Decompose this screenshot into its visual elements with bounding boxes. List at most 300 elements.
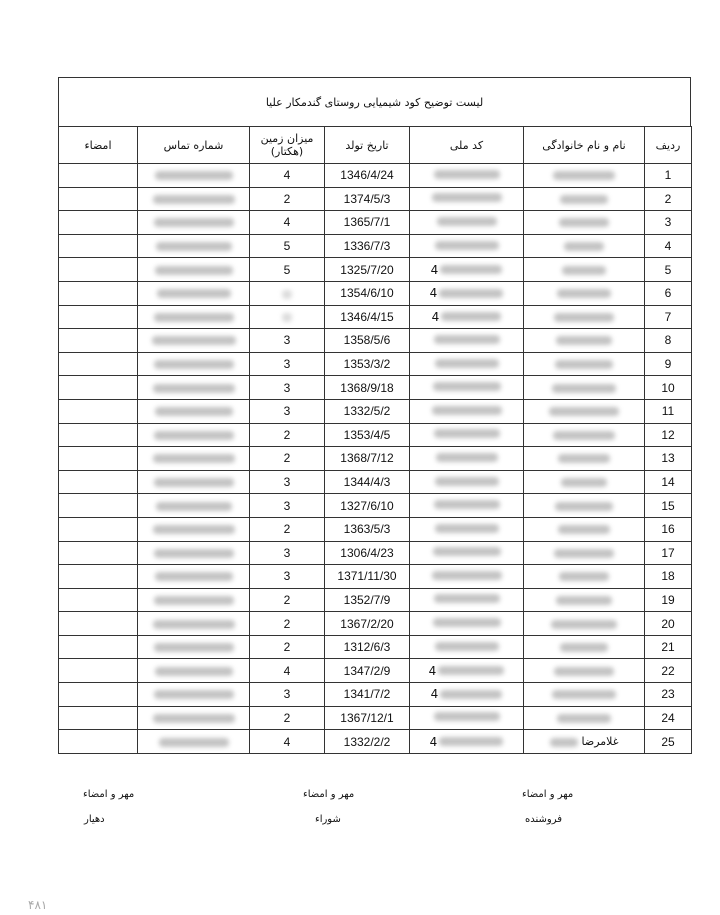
birth-date-cell: 1353/4/5 bbox=[325, 423, 410, 447]
redacted-phone bbox=[155, 667, 233, 676]
row-number: 15 bbox=[645, 494, 692, 518]
redacted-phone bbox=[153, 714, 235, 723]
redacted-phone bbox=[154, 596, 234, 605]
page-number: ۴۸۱ bbox=[28, 898, 48, 912]
row-number: 18 bbox=[645, 565, 692, 589]
land-size-cell: 3 bbox=[250, 565, 325, 589]
redacted-phone bbox=[159, 738, 229, 747]
redacted-name bbox=[557, 289, 611, 298]
land-size-cell: 2 bbox=[250, 706, 325, 730]
name-visible-text: غلامرضا bbox=[581, 735, 619, 749]
redacted-national-code bbox=[440, 265, 502, 274]
row-number: 11 bbox=[645, 399, 692, 423]
table-row bbox=[59, 329, 692, 353]
redacted-name bbox=[553, 171, 615, 180]
birth-date-cell: 1367/12/1 bbox=[325, 706, 410, 730]
code-prefix-digit: 4 bbox=[429, 286, 438, 301]
redacted-national-code bbox=[433, 547, 501, 556]
redacted-name bbox=[549, 407, 619, 416]
row-number: 13 bbox=[645, 447, 692, 471]
signature-cell[interactable] bbox=[59, 683, 138, 707]
signature-cell[interactable] bbox=[59, 187, 138, 211]
phone-cell bbox=[138, 211, 250, 235]
land-size-cell: 4 bbox=[250, 659, 325, 683]
row-number: 12 bbox=[645, 423, 692, 447]
redacted-name bbox=[555, 360, 613, 369]
col-header-land-line2: (هکتار) bbox=[270, 145, 304, 158]
code-prefix-digit: 4 bbox=[430, 687, 439, 702]
table-row bbox=[59, 164, 692, 188]
farmers-table bbox=[58, 126, 692, 754]
redacted-name bbox=[559, 572, 609, 581]
signature-cell[interactable] bbox=[59, 211, 138, 235]
name-cell bbox=[524, 164, 645, 188]
name-cell bbox=[524, 399, 645, 423]
table-row bbox=[59, 659, 692, 683]
phone-cell bbox=[138, 517, 250, 541]
redacted-phone bbox=[156, 242, 232, 251]
phone-cell bbox=[138, 612, 250, 636]
table-row bbox=[59, 281, 692, 305]
row-number: 25 bbox=[645, 730, 692, 754]
birth-date-cell: 1358/5/6 bbox=[325, 329, 410, 353]
name-cell bbox=[524, 447, 645, 471]
redacted-name bbox=[559, 218, 609, 227]
table-row bbox=[59, 517, 692, 541]
redacted-national-code bbox=[433, 618, 501, 627]
code-prefix-digit: 4 bbox=[428, 663, 437, 678]
redacted-name bbox=[552, 690, 616, 699]
redacted-national-code bbox=[435, 241, 499, 250]
birth-date-cell: 1353/3/2 bbox=[325, 352, 410, 376]
national-code-cell bbox=[410, 423, 524, 447]
land-size-cell: 4 bbox=[250, 211, 325, 235]
redacted-phone bbox=[152, 336, 236, 345]
signature-cell[interactable] bbox=[59, 635, 138, 659]
birth-date-cell: 1352/7/9 bbox=[325, 588, 410, 612]
redacted-name bbox=[558, 454, 610, 463]
dehyar-label: دهیار bbox=[84, 814, 105, 825]
land-size-cell: 3 bbox=[250, 352, 325, 376]
land-size-cell: 5 bbox=[250, 234, 325, 258]
redacted-land-size bbox=[282, 313, 292, 322]
signature-cell[interactable] bbox=[59, 305, 138, 329]
row-number: 9 bbox=[645, 352, 692, 376]
row-number: 16 bbox=[645, 517, 692, 541]
birth-date-cell: 1363/5/3 bbox=[325, 517, 410, 541]
redacted-name bbox=[562, 266, 606, 275]
row-number: 22 bbox=[645, 659, 692, 683]
row-number: 14 bbox=[645, 470, 692, 494]
table-row bbox=[59, 683, 692, 707]
redacted-phone bbox=[156, 502, 232, 511]
signature-cell[interactable] bbox=[59, 659, 138, 683]
name-cell bbox=[524, 234, 645, 258]
signature-cell[interactable] bbox=[59, 730, 138, 754]
redacted-phone bbox=[153, 384, 235, 393]
national-code-cell bbox=[410, 376, 524, 400]
table-header-row bbox=[59, 127, 692, 164]
row-number: 10 bbox=[645, 376, 692, 400]
phone-cell bbox=[138, 305, 250, 329]
row-number: 19 bbox=[645, 588, 692, 612]
national-code-cell bbox=[410, 659, 524, 683]
land-size-cell: 2 bbox=[250, 517, 325, 541]
phone-cell bbox=[138, 187, 250, 211]
redacted-national-code bbox=[434, 170, 500, 179]
national-code-cell bbox=[410, 541, 524, 565]
redacted-phone bbox=[155, 266, 233, 275]
name-cell bbox=[524, 612, 645, 636]
phone-cell bbox=[138, 541, 250, 565]
national-code-cell bbox=[410, 187, 524, 211]
redacted-national-code bbox=[440, 690, 502, 699]
phone-cell bbox=[138, 423, 250, 447]
land-size-cell: 3 bbox=[250, 683, 325, 707]
document-title bbox=[58, 77, 691, 126]
signature-cell[interactable] bbox=[59, 399, 138, 423]
signature-cell[interactable] bbox=[59, 517, 138, 541]
row-number: 7 bbox=[645, 305, 692, 329]
table-row bbox=[59, 211, 692, 235]
national-code-cell bbox=[410, 635, 524, 659]
redacted-phone bbox=[153, 454, 235, 463]
table-row bbox=[59, 494, 692, 518]
national-code-cell bbox=[410, 588, 524, 612]
table-row bbox=[59, 612, 692, 636]
redacted-name bbox=[556, 336, 612, 345]
row-number: 5 bbox=[645, 258, 692, 282]
redacted-name bbox=[564, 242, 604, 251]
redacted-phone bbox=[154, 690, 234, 699]
redacted-name bbox=[556, 596, 612, 605]
table-row bbox=[59, 258, 692, 282]
land-size-cell: 3 bbox=[250, 399, 325, 423]
signature-cell[interactable] bbox=[59, 329, 138, 353]
land-size-cell: 3 bbox=[250, 494, 325, 518]
fertilizer-list-sheet bbox=[58, 77, 691, 754]
phone-cell bbox=[138, 635, 250, 659]
redacted-name bbox=[554, 313, 614, 322]
row-number: 2 bbox=[645, 187, 692, 211]
redacted-phone bbox=[154, 478, 234, 487]
redacted-national-code bbox=[439, 289, 503, 298]
redacted-national-code bbox=[433, 382, 501, 391]
redacted-national-code bbox=[435, 477, 499, 486]
land-size-cell: 5 bbox=[250, 258, 325, 282]
national-code-cell bbox=[410, 258, 524, 282]
redacted-national-code bbox=[434, 335, 500, 344]
redacted-phone bbox=[157, 289, 231, 298]
national-code-cell bbox=[410, 234, 524, 258]
birth-date-cell: 1332/5/2 bbox=[325, 399, 410, 423]
national-code-cell bbox=[410, 730, 524, 754]
phone-cell bbox=[138, 470, 250, 494]
table-row bbox=[59, 423, 692, 447]
code-prefix-digit: 4 bbox=[431, 309, 440, 324]
national-code-cell bbox=[410, 281, 524, 305]
redacted-phone bbox=[154, 643, 234, 652]
redacted-national-code bbox=[435, 642, 499, 651]
table-row bbox=[59, 187, 692, 211]
phone-cell bbox=[138, 494, 250, 518]
birth-date-cell: 1347/2/9 bbox=[325, 659, 410, 683]
name-cell bbox=[524, 541, 645, 565]
name-cell bbox=[524, 258, 645, 282]
col-header-name: نام و نام خانوادگی bbox=[524, 127, 645, 164]
birth-date-cell: 1336/7/3 bbox=[325, 234, 410, 258]
signature-cell[interactable] bbox=[59, 706, 138, 730]
birth-date-cell: 1371/11/30 bbox=[325, 565, 410, 589]
redacted-name bbox=[551, 620, 617, 629]
council-label: شوراء bbox=[315, 814, 341, 825]
phone-cell bbox=[138, 683, 250, 707]
birth-date-cell: 1332/2/2 bbox=[325, 730, 410, 754]
table-row bbox=[59, 234, 692, 258]
row-number: 8 bbox=[645, 329, 692, 353]
birth-date-cell: 1354/6/10 bbox=[325, 281, 410, 305]
document-title-text: لیست توضیح کود شیمیایی روستای گندمکار علیا bbox=[265, 95, 484, 109]
name-cell bbox=[524, 376, 645, 400]
redacted-national-code bbox=[434, 500, 500, 509]
signature-cell[interactable] bbox=[59, 164, 138, 188]
phone-cell bbox=[138, 706, 250, 730]
redacted-national-code bbox=[432, 406, 502, 415]
redacted-phone bbox=[154, 313, 234, 322]
phone-cell bbox=[138, 447, 250, 471]
name-cell bbox=[524, 565, 645, 589]
redacted-phone bbox=[155, 407, 233, 416]
row-number: 3 bbox=[645, 211, 692, 235]
name-cell bbox=[524, 281, 645, 305]
signature-cell[interactable] bbox=[59, 612, 138, 636]
row-number: 1 bbox=[645, 164, 692, 188]
redacted-phone bbox=[155, 171, 233, 180]
phone-cell bbox=[138, 281, 250, 305]
birth-date-cell: 1365/7/1 bbox=[325, 211, 410, 235]
table-row bbox=[59, 706, 692, 730]
land-size-cell: 2 bbox=[250, 187, 325, 211]
name-cell bbox=[524, 494, 645, 518]
redacted-name bbox=[553, 431, 615, 440]
birth-date-cell: 1368/9/18 bbox=[325, 376, 410, 400]
code-prefix-digit: 4 bbox=[429, 734, 438, 749]
redacted-name bbox=[554, 667, 614, 676]
national-code-cell bbox=[410, 470, 524, 494]
row-number: 23 bbox=[645, 683, 692, 707]
redacted-national-code bbox=[436, 453, 498, 462]
signature-cell[interactable] bbox=[59, 234, 138, 258]
redacted-phone bbox=[153, 525, 235, 534]
seller-label: فروشنده bbox=[525, 814, 563, 825]
redacted-phone bbox=[154, 549, 234, 558]
redacted-national-code bbox=[434, 429, 500, 438]
phone-cell bbox=[138, 659, 250, 683]
phone-cell bbox=[138, 329, 250, 353]
redacted-name bbox=[555, 502, 613, 511]
signature-cell[interactable] bbox=[59, 258, 138, 282]
national-code-cell bbox=[410, 447, 524, 471]
redacted-national-code bbox=[441, 312, 501, 321]
birth-date-cell: 1374/5/3 bbox=[325, 187, 410, 211]
birth-date-cell: 1344/4/3 bbox=[325, 470, 410, 494]
national-code-cell bbox=[410, 517, 524, 541]
name-cell bbox=[524, 730, 645, 754]
land-size-cell: 3 bbox=[250, 470, 325, 494]
table-row bbox=[59, 588, 692, 612]
national-code-cell bbox=[410, 399, 524, 423]
phone-cell bbox=[138, 258, 250, 282]
land-size-cell: 3 bbox=[250, 541, 325, 565]
row-number: 24 bbox=[645, 706, 692, 730]
phone-cell bbox=[138, 234, 250, 258]
redacted-phone bbox=[154, 218, 234, 227]
name-cell bbox=[524, 588, 645, 612]
national-code-cell bbox=[410, 211, 524, 235]
land-size-cell: 4 bbox=[250, 730, 325, 754]
name-cell bbox=[524, 187, 645, 211]
birth-date-cell: 1312/6/3 bbox=[325, 635, 410, 659]
redacted-name bbox=[554, 549, 614, 558]
signature-cell[interactable] bbox=[59, 281, 138, 305]
table-row bbox=[59, 470, 692, 494]
redacted-national-code bbox=[435, 524, 499, 533]
land-size-cell: 2 bbox=[250, 447, 325, 471]
signature-cell[interactable] bbox=[59, 470, 138, 494]
col-header-national-code: کد ملی bbox=[410, 127, 524, 164]
col-header-birth-date: تاریخ تولد bbox=[325, 127, 410, 164]
phone-cell bbox=[138, 565, 250, 589]
signature-cell[interactable] bbox=[59, 423, 138, 447]
name-cell bbox=[524, 659, 645, 683]
row-number: 4 bbox=[645, 234, 692, 258]
birth-date-cell: 1346/4/15 bbox=[325, 305, 410, 329]
redacted-phone bbox=[153, 620, 235, 629]
table-row bbox=[59, 541, 692, 565]
redacted-name bbox=[561, 478, 607, 487]
birth-date-cell: 1368/7/12 bbox=[325, 447, 410, 471]
birth-date-cell: 1346/4/24 bbox=[325, 164, 410, 188]
table-row bbox=[59, 635, 692, 659]
redacted-phone bbox=[154, 431, 234, 440]
name-cell bbox=[524, 683, 645, 707]
land-size-cell: 2 bbox=[250, 588, 325, 612]
land-size-cell: 2 bbox=[250, 635, 325, 659]
land-size-cell: 3 bbox=[250, 329, 325, 353]
redacted-name bbox=[557, 714, 611, 723]
land-size-cell bbox=[250, 305, 325, 329]
phone-cell bbox=[138, 588, 250, 612]
signature-cell[interactable] bbox=[59, 447, 138, 471]
national-code-cell bbox=[410, 612, 524, 636]
name-cell bbox=[524, 305, 645, 329]
name-cell bbox=[524, 635, 645, 659]
table-row bbox=[59, 305, 692, 329]
redacted-phone bbox=[154, 360, 234, 369]
phone-cell bbox=[138, 399, 250, 423]
redacted-land-size bbox=[282, 290, 292, 299]
national-code-cell bbox=[410, 683, 524, 707]
name-cell bbox=[524, 517, 645, 541]
phone-cell bbox=[138, 376, 250, 400]
land-size-cell: 2 bbox=[250, 612, 325, 636]
phone-cell bbox=[138, 164, 250, 188]
col-header-row: ردیف bbox=[645, 127, 692, 164]
national-code-cell bbox=[410, 352, 524, 376]
redacted-national-code bbox=[434, 712, 500, 721]
signature-cell[interactable] bbox=[59, 588, 138, 612]
land-size-cell: 4 bbox=[250, 164, 325, 188]
redacted-name bbox=[552, 384, 616, 393]
name-cell bbox=[524, 706, 645, 730]
name-cell bbox=[524, 423, 645, 447]
name-cell bbox=[524, 352, 645, 376]
redacted-phone bbox=[153, 195, 235, 204]
redacted-national-code bbox=[439, 737, 503, 746]
signature-cell[interactable] bbox=[59, 494, 138, 518]
national-code-cell bbox=[410, 706, 524, 730]
council-seal-label: مهر و امضاء bbox=[303, 789, 355, 800]
national-code-cell bbox=[410, 329, 524, 353]
row-number: 21 bbox=[645, 635, 692, 659]
redacted-name bbox=[560, 195, 608, 204]
col-header-signature: امضاء bbox=[59, 127, 138, 164]
name-cell bbox=[524, 211, 645, 235]
redacted-name bbox=[558, 525, 610, 534]
phone-cell bbox=[138, 730, 250, 754]
signature-cell[interactable] bbox=[59, 541, 138, 565]
col-header-land bbox=[250, 127, 325, 164]
col-header-land-line1: میزان زمین bbox=[260, 132, 314, 145]
table-row bbox=[59, 399, 692, 423]
birth-date-cell: 1367/2/20 bbox=[325, 612, 410, 636]
code-prefix-digit: 4 bbox=[430, 262, 439, 277]
birth-date-cell: 1327/6/10 bbox=[325, 494, 410, 518]
redacted-name bbox=[560, 643, 608, 652]
national-code-cell bbox=[410, 565, 524, 589]
table-row bbox=[59, 565, 692, 589]
row-number: 17 bbox=[645, 541, 692, 565]
land-size-cell: 2 bbox=[250, 423, 325, 447]
redacted-national-code bbox=[435, 359, 499, 368]
col-header-phone: شماره تماس bbox=[138, 127, 250, 164]
name-cell bbox=[524, 329, 645, 353]
row-number: 6 bbox=[645, 281, 692, 305]
redacted-national-code bbox=[434, 594, 500, 603]
signature-cell[interactable] bbox=[59, 352, 138, 376]
seller-seal-label: مهر و امضاء bbox=[522, 789, 574, 800]
redacted-national-code bbox=[432, 193, 502, 202]
name-cell bbox=[524, 470, 645, 494]
table-row bbox=[59, 376, 692, 400]
dehyar-seal-label: مهر و امضاء bbox=[83, 789, 135, 800]
redacted-phone bbox=[155, 572, 233, 581]
signature-cell[interactable] bbox=[59, 565, 138, 589]
birth-date-cell: 1341/7/2 bbox=[325, 683, 410, 707]
national-code-cell bbox=[410, 164, 524, 188]
table-row bbox=[59, 352, 692, 376]
table-row bbox=[59, 447, 692, 471]
redacted-national-code bbox=[438, 666, 504, 675]
signature-cell[interactable] bbox=[59, 376, 138, 400]
redacted-national-code bbox=[432, 571, 502, 580]
birth-date-cell: 1325/7/20 bbox=[325, 258, 410, 282]
land-size-cell bbox=[250, 281, 325, 305]
table-row bbox=[59, 730, 692, 754]
birth-date-cell: 1306/4/23 bbox=[325, 541, 410, 565]
row-number: 20 bbox=[645, 612, 692, 636]
redacted-name bbox=[550, 738, 578, 747]
